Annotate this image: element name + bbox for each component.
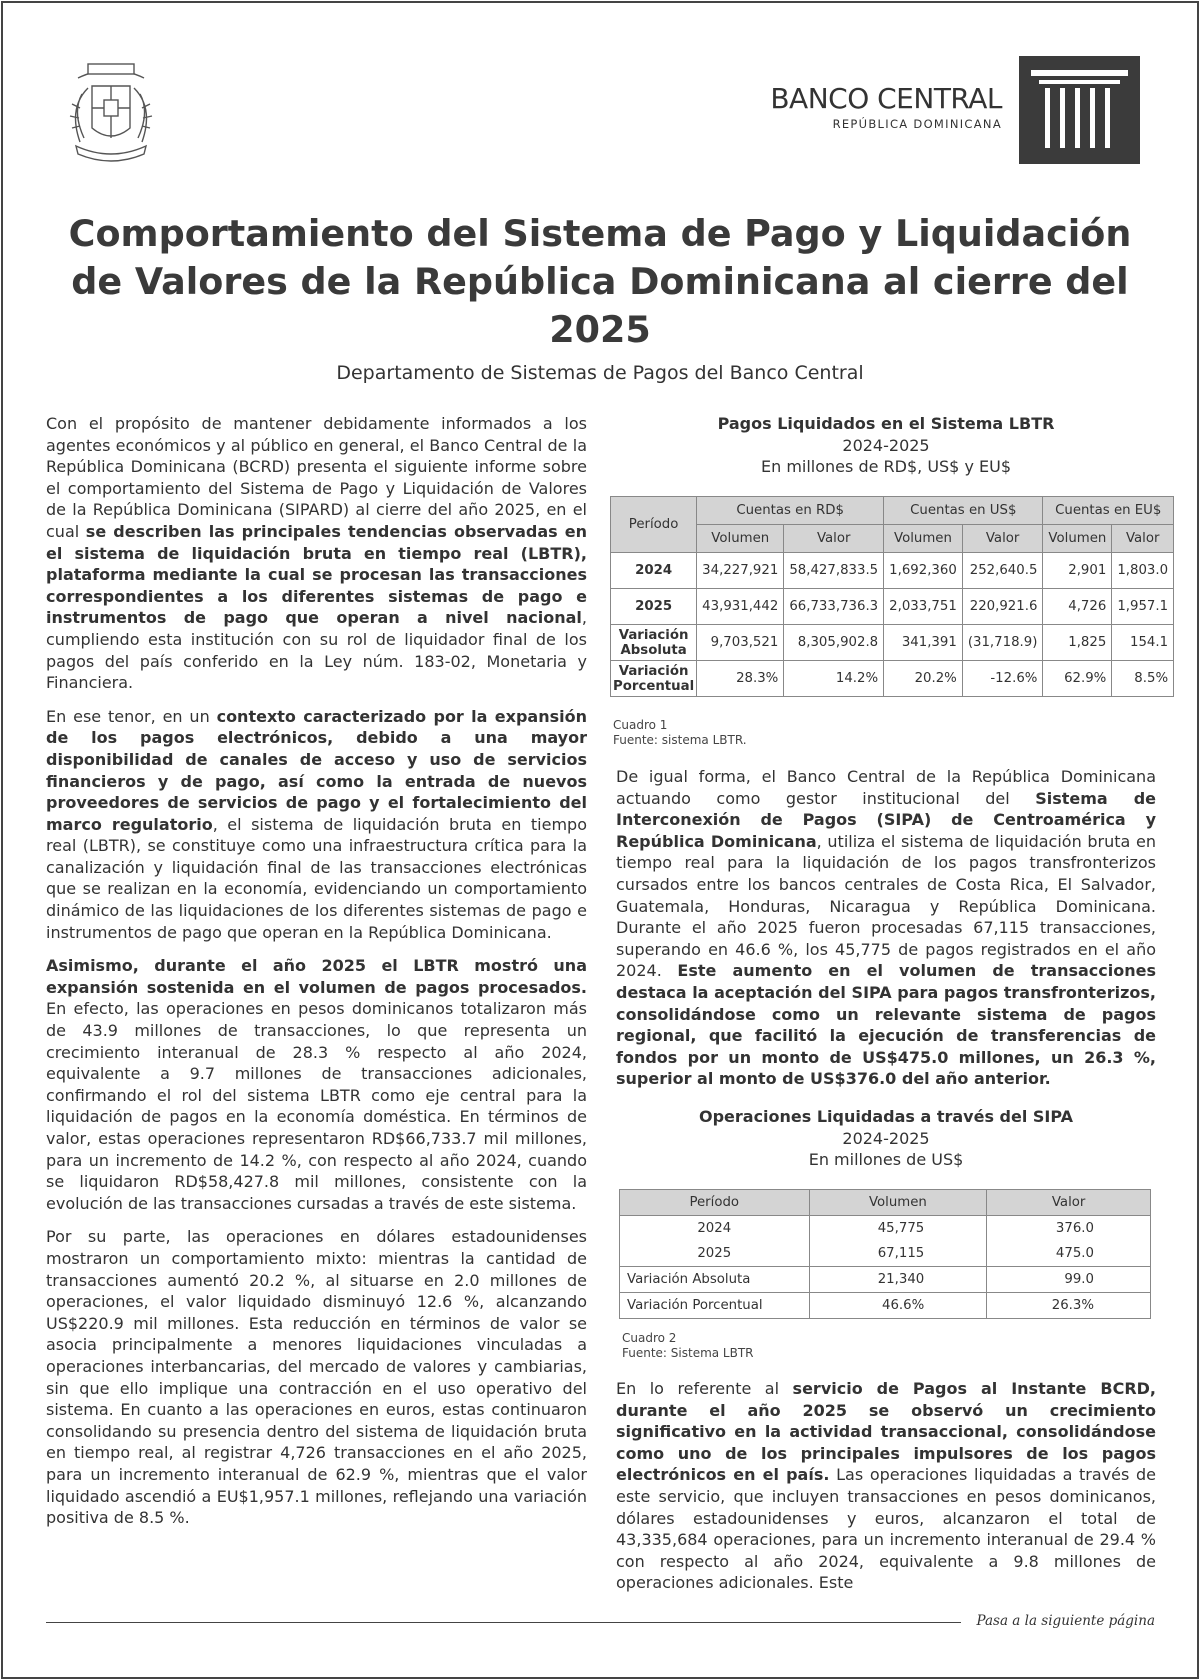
row-label <box>611 625 697 661</box>
table-cell: 1,803.0 <box>1112 553 1174 589</box>
right-column-bottom <box>616 1378 1156 1606</box>
table-cell: 2,033,751 <box>884 589 963 625</box>
right-column-top <box>616 766 1156 1102</box>
table1-source <box>613 718 747 748</box>
table2-caption-label: Cuadro 2 <box>622 1331 677 1345</box>
table-cell: -12.6% <box>962 661 1043 697</box>
row-label <box>611 661 697 697</box>
table2-units: En millones de US$ <box>808 1150 964 1170</box>
table2-header-value: Valor <box>987 1190 1151 1216</box>
row-label-line: Porcentual <box>613 678 695 694</box>
table-cell: 14.2% <box>784 661 884 697</box>
table2-years: 2024-2025 <box>842 1128 930 1148</box>
table1-subheader-volume: Volumen <box>1043 525 1112 553</box>
table-cell: 26.3% <box>987 1293 1151 1319</box>
row-label: Variación Porcentual <box>620 1293 810 1319</box>
table-cell: 99.0 <box>987 1267 1151 1293</box>
table-cell: 154.1 <box>1112 625 1174 661</box>
table-cell: 62.9% <box>1043 661 1112 697</box>
table-cell: 67,115 <box>809 1241 987 1267</box>
table-cell: 220,921.6 <box>962 589 1043 625</box>
row-label: 2024 <box>620 1216 810 1242</box>
paragraph-context: En ese tenor, en un contexto caracterizado por la expansión de los pagos electrónicos, debido a una mayor disponibilidad de canales de acceso y uso de servicios financieros y de pago, así como la entrada de nuevos proveedores de servicios de pago y el fortalecimiento del marco regulatorio, el sistema de liquidación bruta en tiempo real (LBTR), se constituye como una infraestructura crítica para la canalización y liquidación final de las transacciones electrónicas que se realizan en la economía, evidenciando un comportamiento dinámico de las liquidaciones de los diferentes sistemas de pago e instrumentos de pago que operan en la República Dominicana. <box>46 706 588 942</box>
table-cell: 252,640.5 <box>962 553 1043 589</box>
table2-source-label: Fuente: Sistema LBTR <box>622 1346 754 1360</box>
table-cell: (31,718.9) <box>962 625 1043 661</box>
paragraph-intro: Con el propósito de mantener debidamente informados a los agentes económicos y al público en general, el Banco Central de la República Dominicana (BCRD) presenta el siguiente informe sobre el comportamiento del Sistema de Pago y Liquidación de Valores de la República Dominicana (SIPARD) al cierre del año 2025, en el cual se describen las principales tendencias observadas en el sistema de liquidación bruta en tiempo real (LBTR), plataforma mediante la cual se procesan las transacciones correspondientes a los diferentes sistemas de pago e instrumentos de pago que operan a nivel nacional, cumpliendo esta institución con su rol de liquidador final de los pagos del país conferido en la Ley núm. 183-02, Monetaria y Financiera. <box>46 414 587 693</box>
table-cell: 376.0 <box>987 1216 1151 1242</box>
table1-subheader-volume: Volumen <box>697 525 784 553</box>
row-label: 2025 <box>620 1241 810 1267</box>
table1-caption <box>612 413 1160 478</box>
table1-subheader-value: Valor <box>962 525 1043 553</box>
table-row <box>611 589 1174 625</box>
table-row <box>611 625 1174 661</box>
table-cell: 9,703,521 <box>697 625 784 661</box>
table1-subheader-volume: Volumen <box>884 525 963 553</box>
footer-divider <box>46 1622 961 1623</box>
table2-header-period: Período <box>620 1190 810 1216</box>
table-row <box>611 553 1174 589</box>
table-cell: 1,692,360 <box>884 553 963 589</box>
paragraph-instant-payments: En lo referente al servicio de Pagos al Instante BCRD, durante el año 2025 se observó un crecimiento significativo en la actividad transaccional, consolidándose como uno de los principales impulsores de los pagos electrónicos en el país. Las operaciones liquidadas a través de este servicio, que incluyen transacciones en pesos dominicanos, dólares estadounidenses y euros, alcanzaron el total de 43,335,684 operaciones, para un incremento interanual de 29.4 % con respecto al año 2024, equivalente a 9.8 millones de operaciones adicionales. Este <box>616 1379 1156 1593</box>
paragraph-sipa: De igual forma, el Banco Central de la República Dominicana actuando como gestor institucional del Sistema de Interconexión de Pagos (SIPA) de Centroamérica y República Dominicana, utiliza el sistema de liquidación bruta en tiempo real para la liquidación de los pagos transfronterizos cursados entre los bancos centrales de Costa Rica, El Salvador, Guatemala, Honduras, Nicaragua y República Dominicana. Durante el año 2025 fueron procesadas 67,115 transacciones, superando en 46.6 %, los 45,775 de pagos registrados en el año 2024. Este aumento en el volumen de transacciones destaca la aceptación del SIPA para pagos transfronterizos, consolidándose como un relevante sistema de pagos regional, que facilitó la ejecución de transferencias de fondos por un monto de US$475.0 millones, un 26.3 %, superior al monto de US$376.0 del año anterior. <box>616 767 1157 1089</box>
table-cell: 4,726 <box>1043 589 1112 625</box>
table-cell: 43,931,442 <box>697 589 784 625</box>
sipa-operations-table <box>619 1189 1151 1319</box>
table2-source <box>622 1331 754 1361</box>
table1-units: En millones de RD$, US$ y EU$ <box>760 457 1011 477</box>
row-label: 2025 <box>611 589 697 625</box>
table2-caption <box>612 1106 1160 1171</box>
table-cell: 8,305,902.8 <box>784 625 884 661</box>
table1-source-label: Fuente: sistema LBTR. <box>613 733 747 747</box>
table1-header-us: Cuentas en US$ <box>884 497 1043 525</box>
left-column <box>46 413 587 1541</box>
table-cell: 58,427,833.5 <box>784 553 884 589</box>
table-cell: 8.5% <box>1112 661 1174 697</box>
table1-caption-label: Cuadro 1 <box>613 718 668 732</box>
bank-logo-name: BANCO CENTRAL <box>770 82 1002 115</box>
table-cell: 45,775 <box>809 1216 987 1242</box>
coat-of-arms-icon <box>58 58 164 166</box>
table-row <box>620 1241 1151 1267</box>
lbtr-payments-table <box>610 496 1174 697</box>
table-row <box>620 1267 1151 1293</box>
table-cell: 46.6% <box>809 1293 987 1319</box>
table-cell: 28.3% <box>697 661 784 697</box>
table1-header-rd: Cuentas en RD$ <box>697 497 884 525</box>
row-label: Variación Absoluta <box>620 1267 810 1293</box>
table-cell: 21,340 <box>809 1267 987 1293</box>
bank-temple-icon <box>1019 56 1140 164</box>
bank-logo-country: REPÚBLICA DOMINICANA <box>832 117 1002 131</box>
table1-years: 2024-2025 <box>842 435 930 455</box>
paragraph-expansion: Asimismo, durante el año 2025 el LBTR mostró una expansión sostenida en el volumen de pagos procesados. En efecto, las operaciones en pesos dominicanos totalizaron más de 43.9 millones de transacciones, lo que representa un crecimiento interanual de 28.3 % respecto al año 2024, equivalente a 9.7 millones de transacciones adicionales, confirmando el rol del sistema LBTR como eje central para la liquidación de pagos en la economía doméstica. En términos de valor, estas operaciones representaron RD$66,733.7 mil millones, para un incremento de 14.2 %, con respecto al año 2024, cuando se liquidaron RD$58,427.8 mil millones, consistente con la evolución de las transacciones cursadas a través de este sistema. <box>46 956 587 1213</box>
next-page-note: Pasa a la siguiente página <box>976 1613 1155 1629</box>
paragraph-dollars-euros: Por su parte, las operaciones en dólares estadounidenses mostraron un comportamiento mixto: mientras la cantidad de transacciones aumentó 20.2 %, al situarse en 2.0 millones de operaciones, el valor liquidado disminuyó 12.6 %, alcanzando US$220.9 mil millones. Esta reducción en términos de valor se asocia principalmente a menores liquidaciones vinculadas a operaciones interbancarias, del mercado de valores y cambiarias, sin que ello implique una contracción en el uso operativo del sistema. En cuanto a las operaciones en euros, estas continuaron consolidando su presencia dentro del sistema de liquidación bruta en tiempo real, al registrar 4,726 transacciones en el año 2025, para un incremento interanual de 62.9 %, mientras que el valor liquidado ascendió a EU$1,957.1 millones, reflejando una variación positiva de 8.5 %. <box>46 1227 587 1528</box>
row-label-line: Absoluta <box>620 642 687 658</box>
table1-header-eu: Cuentas en EU$ <box>1043 497 1174 525</box>
table2-header-volume: Volumen <box>809 1190 987 1216</box>
table-cell: 66,733,736.3 <box>784 589 884 625</box>
row-label-line: Variación <box>618 663 689 679</box>
bank-logo <box>700 84 1002 131</box>
table-row <box>611 661 1174 697</box>
table-cell: 341,391 <box>884 625 963 661</box>
table-cell: 20.2% <box>884 661 963 697</box>
table1-header-period: Período <box>611 497 697 553</box>
table-cell: 2,901 <box>1043 553 1112 589</box>
table-row <box>620 1216 1151 1242</box>
page-title: Comportamiento del Sistema de Pago y Liquidación de Valores de la República Dominicana al cierre del 2025 <box>68 212 1132 351</box>
table1-subheader-value: Valor <box>784 525 884 553</box>
table-row <box>620 1293 1151 1319</box>
row-label-line: Variación <box>618 627 689 643</box>
table-cell: 1,825 <box>1043 625 1112 661</box>
page-subtitle: Departamento de Sistemas de Pagos del Banco Central <box>336 362 864 384</box>
table1-subheader-value: Valor <box>1112 525 1174 553</box>
row-label: 2024 <box>611 553 697 589</box>
table-cell: 475.0 <box>987 1241 1151 1267</box>
table1-title: Pagos Liquidados en el Sistema LBTR <box>717 414 1055 433</box>
table-cell: 34,227,921 <box>697 553 784 589</box>
table2-title: Operaciones Liquidadas a través del SIPA <box>698 1107 1074 1126</box>
table-cell: 1,957.1 <box>1112 589 1174 625</box>
